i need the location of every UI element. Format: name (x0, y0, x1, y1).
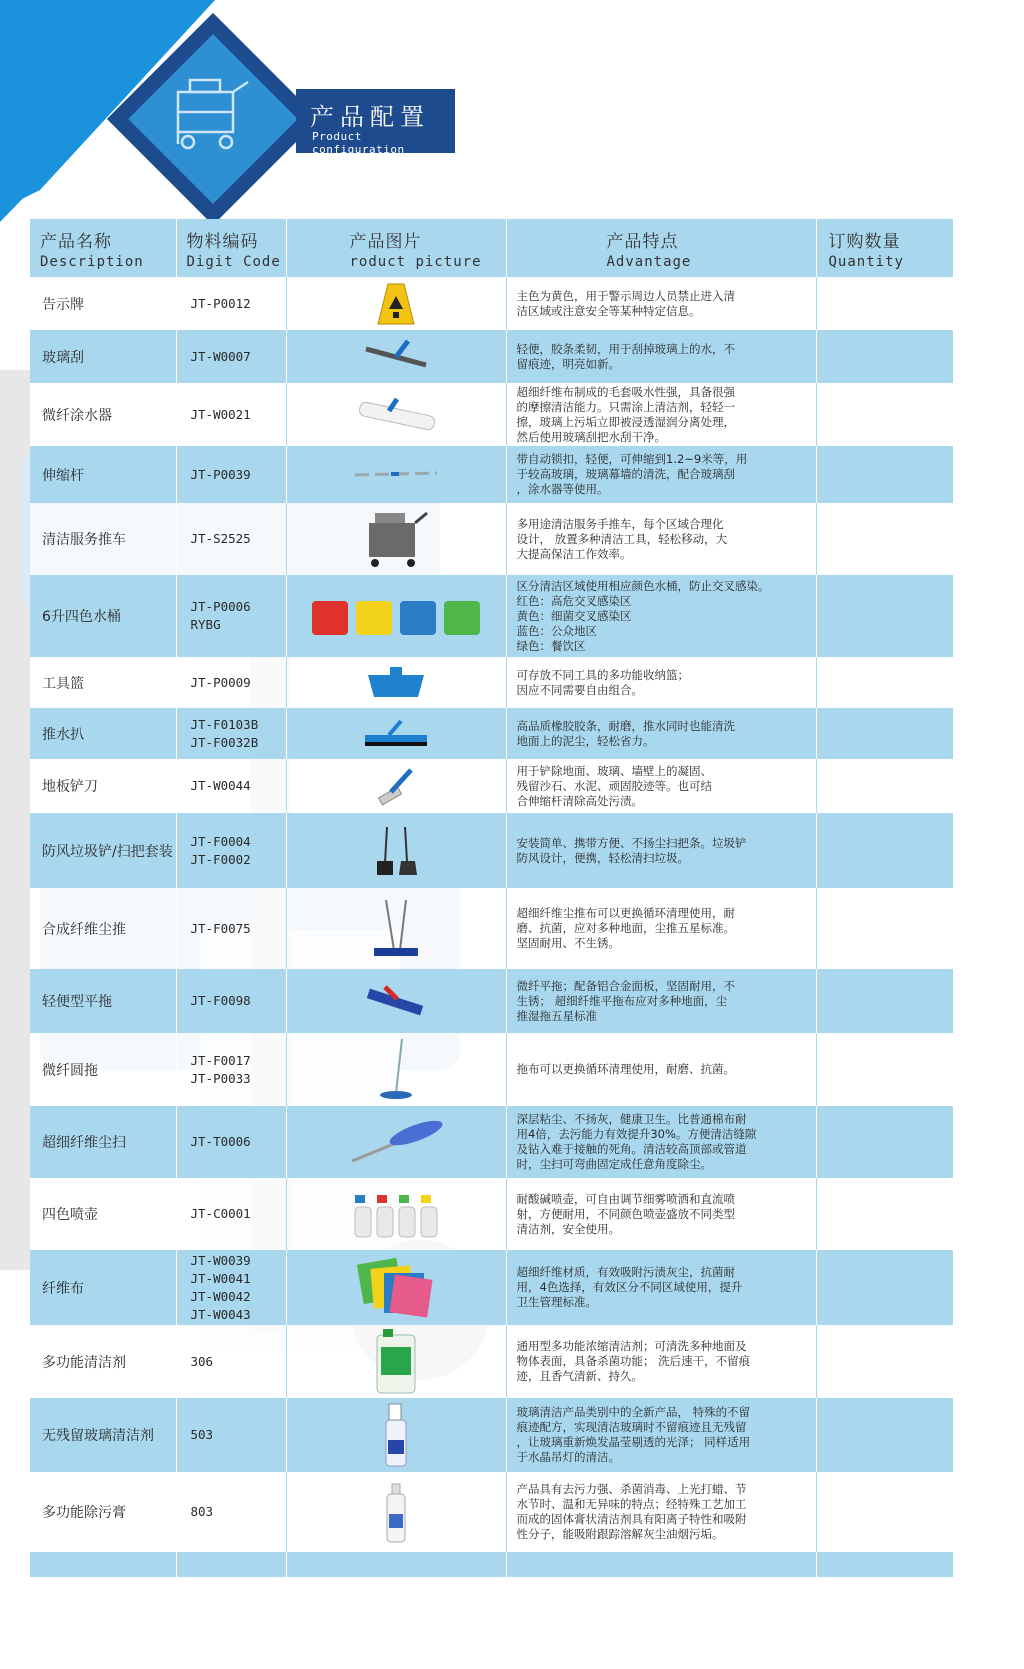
product-name: 无残留玻璃清洁剂 (30, 1398, 176, 1472)
service-cart-icon (361, 509, 431, 569)
product-name: 伸缩杆 (30, 446, 176, 503)
product-name: 多功能除污膏 (30, 1472, 176, 1552)
advantage-line: 带自动锁扣，轻便，可伸缩到1.2~9米等，用 (516, 452, 748, 466)
quantity-cell[interactable] (816, 446, 953, 503)
quantity-cell[interactable] (816, 277, 953, 330)
product-advantage (506, 813, 816, 888)
product-picture (286, 330, 506, 383)
advantage-line: 射，方便耐用，不同颜色喷壶盛放不同类型 (516, 1206, 735, 1221)
product-code (176, 1472, 286, 1552)
dustpan-broom-set-icon (373, 823, 419, 879)
product-name: 地板铲刀 (30, 759, 176, 813)
advantage-line: 微纤平拖；配备铝合金面板，坚固耐用，不 (516, 978, 735, 993)
tool-caddy-icon (364, 665, 428, 701)
table-row (30, 575, 953, 657)
product-code-line: JT-F0017 (190, 1052, 251, 1068)
table-row (30, 657, 953, 708)
table-row (30, 1178, 953, 1250)
product-code-line: 306 (190, 1353, 214, 1369)
product-advantage (506, 888, 816, 969)
advantage-line: 的摩擦清洁能力。只需涂上清洁剂，轻轻一 (516, 399, 735, 414)
product-code-line: JT-W0039 (190, 1252, 251, 1268)
advantage-line: 超细纤维布制成的毛套吸水性强，具备很强 (516, 384, 735, 399)
product-advantage (506, 1472, 816, 1552)
advantage-line: 安装简单、携带方便、不扬尘扫把条。垃圾铲 (516, 835, 747, 850)
product-code-line: JT-P0006 (190, 599, 251, 614)
product-code-line: 803 (190, 1504, 214, 1519)
four-color-buckets-icon (308, 593, 484, 639)
table-row (30, 1250, 953, 1325)
advantage-line: 主色为黄色，用于警示周边人员禁止进入清 (516, 288, 735, 303)
quantity-cell[interactable] (816, 503, 953, 575)
product-advantage (506, 1250, 816, 1325)
wet-floor-sign-icon (376, 282, 416, 326)
product-table (30, 219, 953, 1577)
product-name: 告示牌 (30, 277, 176, 330)
product-code-line: JT-W0043 (190, 1306, 251, 1322)
advantage-line: 轻便，胶条柔韧，用于刮掉玻璃上的水，不 (516, 341, 735, 356)
product-advantage (506, 1552, 816, 1577)
table-header (30, 219, 953, 277)
quantity-cell[interactable] (816, 1033, 953, 1106)
product-picture (286, 1552, 506, 1577)
product-advantage (506, 575, 816, 657)
advantage-line: 残留沙石、水泥、顽固胶迹等。也可结 (516, 778, 712, 793)
advantage-line: 耐酸碱喷壶，可自由调节细雾喷洒和直流喷 (516, 1191, 735, 1206)
product-picture (286, 813, 506, 888)
microfiber-washer-icon (351, 395, 441, 435)
product-picture (286, 1325, 506, 1398)
advantage-line: 于较高玻璃，玻璃幕墙的清洗，配合玻璃刮 (516, 467, 735, 481)
advantage-line: 深层粘尘、不扬灰，健康卫生。比普通棉布耐 (516, 1112, 747, 1126)
quantity-cell[interactable] (816, 708, 953, 759)
round-mop-icon (376, 1037, 416, 1103)
product-code (176, 1552, 286, 1577)
advantage-line: 时，尘扫可弯曲固定成任意角度除尘。 (516, 1157, 712, 1171)
advantage-line: 擦，玻璃上污垢立即被浸透湿润分离处理， (516, 414, 735, 429)
advantage-line: 绿色：餐饮区 (516, 638, 586, 653)
page-header (296, 89, 455, 156)
product-picture (286, 888, 506, 969)
advantage-line: 大提高保洁工作效率。 (516, 546, 632, 561)
product-advantage (506, 330, 816, 383)
product-code (176, 1106, 286, 1178)
product-picture (286, 575, 506, 657)
table-row (30, 330, 953, 383)
quantity-cell[interactable] (816, 575, 953, 657)
quantity-cell[interactable] (816, 657, 953, 708)
product-code (176, 969, 286, 1033)
table-body (30, 277, 953, 1577)
quantity-cell[interactable] (816, 1250, 953, 1325)
product-advantage (506, 277, 816, 330)
advantage-line: 设计， 放置多种清洁工具，轻松移动，大 (516, 531, 728, 546)
table-row (30, 1325, 953, 1398)
advantage-line: 而成的固体膏状清洁剂具有阳离子特性和吸附 (516, 1512, 747, 1526)
telescopic-pole-icon (351, 468, 441, 482)
quantity-cell[interactable] (816, 1472, 953, 1552)
product-picture (286, 657, 506, 708)
table-row (30, 1106, 953, 1178)
advantage-line: 及钻入难于接触的死角。清洁较高顶部或管道 (516, 1142, 747, 1156)
page-title: 产品配置 (310, 103, 430, 131)
advantage-line: 磨、抗菌，应对多种地面，尘推五星标准。 (516, 921, 735, 935)
col-header-picture: 产品图片 roduct picture (286, 219, 506, 277)
product-advantage (506, 1178, 816, 1250)
product-code (176, 1250, 286, 1325)
product-code (176, 759, 286, 813)
table-row (30, 503, 953, 575)
advantage-line: 水节时、温和无异味的特点；经特殊工艺加工 (516, 1497, 747, 1511)
product-code (176, 1178, 286, 1250)
product-picture (286, 1033, 506, 1106)
product-advantage (506, 383, 816, 446)
product-picture (286, 1472, 506, 1552)
product-name: 推水扒 (30, 708, 176, 759)
quantity-cell[interactable] (816, 759, 953, 813)
cleaner-jug-icon (373, 1327, 419, 1397)
advantage-line: 拖布可以更换循环清理使用，耐磨、抗菌。 (516, 1062, 735, 1076)
product-picture (286, 277, 506, 330)
col-header-advantage: 产品特点 Advantage (506, 219, 816, 277)
spray-bottles-icon (351, 1189, 441, 1239)
advantage-line: 多用途清洁服务手推车，每个区域合理化 (516, 516, 724, 531)
quantity-cell[interactable] (816, 383, 953, 446)
product-advantage (506, 657, 816, 708)
table-row (30, 1472, 953, 1552)
advantage-line: 用4倍，去污能力有效提升30%。方便清洁缝隙 (516, 1127, 757, 1141)
product-code-line: JT-F0103B (190, 716, 259, 732)
advantage-line: 合伸缩杆清除高处污渍。 (516, 793, 643, 808)
product-code-line: JT-F0004 (190, 833, 251, 849)
product-code (176, 1398, 286, 1472)
product-code (176, 1325, 286, 1398)
table-row (30, 708, 953, 759)
product-code-line: 503 (190, 1427, 214, 1442)
advantage-line: 因应不同需要自由组合。 (516, 682, 643, 697)
advantage-line: 可存放不同工具的多功能收纳篮； (516, 667, 689, 682)
product-code-line: RYBG (190, 617, 221, 632)
cleaning-cart-icon (168, 72, 258, 162)
product-code-line: JT-F0075 (190, 920, 251, 936)
table-row (30, 446, 953, 503)
product-advantage (506, 446, 816, 503)
product-picture (286, 1250, 506, 1325)
quantity-cell[interactable] (816, 888, 953, 969)
product-advantage (506, 1033, 816, 1106)
quantity-cell[interactable] (816, 813, 953, 888)
advantage-line: 迹，且香气清新、持久。 (516, 1369, 643, 1383)
product-code-line: JT-F0032B (190, 734, 259, 750)
floor-scraper-icon (373, 766, 419, 806)
product-code-line: JT-P0012 (190, 295, 251, 311)
advantage-line: 超细纤维尘推布可以更换循环清理使用，耐 (516, 906, 735, 920)
advantage-line: 用于铲除地面、玻璃、墙壁上的凝固、 (516, 763, 712, 778)
advantage-line: 地面上的泥尘，轻松省力。 (516, 733, 655, 748)
advantage-line: ，涂水器等使用。 (516, 482, 609, 496)
advantage-line: 于水晶吊灯的清洁。 (516, 1450, 620, 1464)
product-code-line: JT-P0009 (190, 674, 251, 690)
advantage-line: 红色：高危交叉感染区 (516, 593, 632, 608)
product-code (176, 657, 286, 708)
product-code (176, 575, 286, 657)
table-row (30, 383, 953, 446)
product-code (176, 888, 286, 969)
table-row (30, 277, 953, 330)
advantage-line: 推湿拖五星标准 (516, 1008, 597, 1023)
dust-mop-icon (366, 896, 426, 962)
table-row (30, 969, 953, 1033)
product-picture (286, 503, 506, 575)
product-code-line: JT-W0007 (190, 348, 251, 364)
glass-cleaner-spray-icon (381, 1400, 411, 1470)
product-picture (286, 708, 506, 759)
quantity-cell[interactable] (816, 969, 953, 1033)
flat-mop-icon (361, 981, 431, 1021)
cream-cleanser-bottle-icon (384, 1480, 408, 1544)
product-advantage (506, 1325, 816, 1398)
product-name (30, 1552, 176, 1577)
product-name: 清洁服务推车 (30, 503, 176, 575)
product-advantage (506, 503, 816, 575)
product-name: 6升四色水桶 (30, 575, 176, 657)
product-code-line: JT-W0042 (190, 1288, 251, 1304)
table-row (30, 813, 953, 888)
product-picture (286, 446, 506, 503)
advantage-line: 产品具有去污力强、杀菌消毒、上光打蜡、节 (516, 1482, 747, 1496)
product-name: 防风垃圾铲/扫把套装 (30, 813, 176, 888)
quantity-cell[interactable] (816, 1552, 953, 1577)
advantage-line: 超细纤维材质，有效吸附污渍灰尘，抗菌耐 (516, 1265, 735, 1279)
advantage-line: 洁区域或注意安全等某种特定信息。 (516, 303, 701, 318)
microfiber-duster-icon (346, 1117, 446, 1167)
product-code-line: JT-S2525 (190, 531, 251, 546)
col-header-name: 产品名称 Description (30, 219, 176, 277)
product-name: 玻璃刮 (30, 330, 176, 383)
product-code (176, 813, 286, 888)
quantity-cell[interactable] (816, 1398, 953, 1472)
advantage-line: 通用型多功能浓缩清洁剂；可清洗多种地面及 (516, 1339, 747, 1353)
product-name: 超细纤维尘扫 (30, 1106, 176, 1178)
product-code (176, 383, 286, 446)
advantage-line: 玻璃清洁产品类别中的全新产品， 特殊的不留 (516, 1405, 751, 1419)
advantage-line: 防风设计，便携，轻松清扫垃圾。 (516, 850, 689, 865)
table-row (30, 888, 953, 969)
product-picture (286, 383, 506, 446)
advantage-line: 物体表面，具备杀菌功能； 洗后速干，不留痕 (516, 1354, 751, 1368)
product-advantage (506, 708, 816, 759)
product-name: 多功能清洁剂 (30, 1325, 176, 1398)
product-code-line: JT-F0098 (190, 993, 251, 1008)
advantage-line: 性分子，能吸附跟踪溶解灰尘油烟污垢。 (516, 1527, 724, 1541)
product-picture (286, 1106, 506, 1178)
product-name: 四色喷壶 (30, 1178, 176, 1250)
advantage-line: 痕迹配方，实现清洁玻璃时不留痕迹且无残留 (516, 1420, 747, 1434)
advantage-line: 高品质橡胶胶条，耐磨，推水同时也能清洗 (516, 718, 735, 733)
product-code-line: JT-C0001 (190, 1206, 251, 1221)
advantage-line: 生锈； 超细纤维平拖布应对多种地面，尘 (516, 993, 728, 1008)
product-name: 合成纤维尘推 (30, 888, 176, 969)
advantage-line: 蓝色：公众地区 (516, 623, 597, 638)
advantage-line: 用，4色选择，有效区分不同区域使用，提升 (516, 1280, 743, 1294)
advantage-line: 然后使用玻璃刮把水刮干净。 (516, 429, 666, 444)
product-picture (286, 969, 506, 1033)
product-code-line: JT-W0041 (190, 1270, 251, 1286)
quantity-cell[interactable] (816, 1178, 953, 1250)
table-row (30, 759, 953, 813)
product-code (176, 277, 286, 330)
advantage-line: ，让玻璃重新焕发晶莹剔透的光泽； 同样适用 (516, 1435, 751, 1449)
product-advantage (506, 1106, 816, 1178)
table-row (30, 1552, 953, 1577)
product-code-line: JT-P0039 (190, 466, 251, 482)
product-name: 微纤涂水器 (30, 383, 176, 446)
product-code (176, 330, 286, 383)
page-subtitle: Product configuration (312, 130, 405, 156)
product-picture (286, 1398, 506, 1472)
quantity-cell[interactable] (816, 1325, 953, 1398)
product-advantage (506, 759, 816, 813)
advantage-line: 卫生管理标准。 (516, 1295, 597, 1309)
product-code-line: JT-W0021 (190, 406, 251, 422)
product-name: 微纤圆拖 (30, 1033, 176, 1106)
product-name: 工具篮 (30, 657, 176, 708)
product-code-line: JT-W0044 (190, 778, 251, 793)
advantage-line: 清洁剂，安全使用。 (516, 1221, 620, 1236)
product-code (176, 708, 286, 759)
microfiber-cloths-icon (356, 1255, 436, 1321)
quantity-cell[interactable] (816, 1106, 953, 1178)
quantity-cell[interactable] (816, 330, 953, 383)
floor-squeegee-icon (361, 719, 431, 749)
product-code (176, 446, 286, 503)
product-picture (286, 1178, 506, 1250)
window-squeegee-icon (356, 337, 436, 377)
col-header-code: 物料编码 Digit Code (176, 219, 286, 277)
advantage-line: 区分清洁区域使用相应颜色水桶，防止交叉感染。 (516, 578, 770, 593)
col-header-quantity: 订购数量 Quantity (816, 219, 953, 277)
table-row (30, 1398, 953, 1472)
product-code (176, 503, 286, 575)
product-picture (286, 759, 506, 813)
product-code-line: JT-F0002 (190, 851, 251, 867)
product-name: 轻便型平拖 (30, 969, 176, 1033)
product-advantage (506, 1398, 816, 1472)
advantage-line: 留痕迹，明亮如新。 (516, 356, 620, 371)
table-row (30, 1033, 953, 1106)
product-advantage (506, 969, 816, 1033)
product-name: 纤维布 (30, 1250, 176, 1325)
advantage-line: 坚固耐用、不生锈。 (516, 936, 620, 950)
product-code-line: JT-T0006 (190, 1134, 251, 1149)
product-code-line: JT-P0033 (190, 1070, 251, 1086)
product-code (176, 1033, 286, 1106)
advantage-line: 黄色：细菌交叉感染区 (516, 608, 632, 623)
